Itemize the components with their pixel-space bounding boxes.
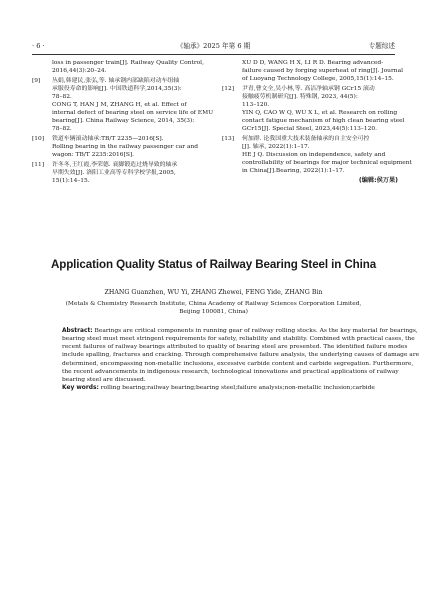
reference-item [32, 161, 205, 185]
keywords-line [62, 384, 375, 392]
reference-number: [12] [222, 85, 235, 92]
article-title: Application Quality Status of Railway Bearing Steel in China [50, 258, 377, 271]
reference-line: internal defect of bearing steel on service life of EMU [52, 110, 214, 117]
reference-line: 接触疲劳机制研究[J]. 特殊钢, 2023, 44(5): [242, 93, 358, 100]
reference-line: loss in passenger train[J]. Railway Quality Control, [52, 60, 204, 66]
reference-item [32, 135, 205, 159]
abstract-text: bearing steel must meet stringent requirements for safety, reliability and stability. Combined with practical cases, the [62, 336, 415, 343]
reference-line: HE J Q. Discussion on independence, safety and [242, 152, 386, 159]
reference-line: 78–82. [52, 126, 72, 133]
header-rule [32, 54, 395, 55]
keywords-label: Key words: [62, 385, 99, 392]
article-affiliation [0, 300, 427, 316]
reference-number: [11] [32, 161, 45, 168]
abstract-text: Bearings are critical components in running gear of railway rolling stocks. As the key material for bearings, [92, 328, 418, 334]
abstract-text: include spalling, fractures and cracking. Through comprehensive failure analysis, the underlying causes of damage are [62, 352, 420, 359]
abstract-label: Abstract: [62, 328, 93, 334]
reference-line: YIN Q, CAO W Q, WU X L, et al. Research on rolling [242, 110, 398, 117]
reference-line: 早期失效[J]. 洛阳工业高等专科学校学报,2005, [52, 170, 176, 176]
abstract-line [62, 335, 415, 343]
keywords-text: rolling bearing;railway bearing;bearing steel;failure analysis;non-metallic inclusion;carbide [98, 385, 375, 392]
reference-item [32, 59, 205, 75]
reference-line: XU D D, WANG H X, LI R D. Bearing advanced- [242, 60, 384, 66]
affiliation-line: Beijing 100081, China) [179, 309, 248, 316]
references-left-column [32, 59, 214, 187]
reference-line: failure caused by forging superheat of ring[J]. Journal [242, 68, 403, 75]
reference-line: GCr15[J]. Special Steel, 2023,44(5):113–120. [242, 126, 377, 133]
article-authors: ZHANG Guanzhen, WU Yi, ZHANG Zhewei, FENG Yide, ZHANG Bin [104, 289, 323, 296]
reference-line: wagon: TB/T 2235:2016[S]. [52, 152, 135, 159]
reference-line: contact fatigue mechanism of high clean bearing steel [242, 118, 405, 125]
reference-item [32, 77, 214, 134]
abstract-line [62, 360, 414, 368]
abstract-line [62, 351, 420, 359]
reference-line: Rolling bearing in the railway passenger car and [52, 144, 199, 151]
reference-line: 78–82. [52, 93, 72, 100]
reference-line: 何加群. 论我国重大技术装备轴承的自主安全可控 [242, 136, 370, 143]
reference-line: [J]. 轴承, 2022(1):1–17. [242, 144, 310, 151]
affiliation-line: (Metals & Chemistry Research Institute, China Academy of Railway Sciences Corporation Limited, [65, 301, 362, 307]
reference-line: controllability of bearings for major technical equipment [242, 160, 412, 167]
reference-line: 尹青,曹文全,吴小林,等. 高洁净轴承钢 GCr15 滚动 [242, 85, 375, 92]
editor-note: (编辑:侯万果) [358, 177, 398, 185]
section-name: 专题综述 [368, 42, 395, 50]
reference-line: 承服役寿命的影响[J]. 中国铁道科学,2014,35(3): [52, 85, 182, 92]
journal-issue: 《轴承》2025 年第 6 期 [176, 42, 251, 50]
reference-number: [13] [222, 136, 235, 143]
reference-line: 113–120. [242, 102, 270, 109]
reference-item [222, 85, 405, 134]
abstract-text: the recent advancements in indigenous research, technological innovations and practical applications of railway [62, 368, 399, 375]
abstract-text: recent failures of railway bearings attributed to quality of bearing steel are presented. The identified failure modes [62, 344, 408, 351]
reference-item [222, 59, 403, 83]
reference-line: 15(1):14–15. [52, 178, 90, 185]
reference-number: [10] [32, 136, 45, 143]
abstract-line [62, 376, 365, 384]
abstract-text: determined, encompassing non-metallic inclusions, excessive carbide content and carbide segregation. Furthermore, [62, 360, 414, 367]
reference-line: 许冬冬,王红霞,李荣德. 衰脚锻造过烧导致的轴承 [52, 161, 178, 168]
reference-line: of Luoyang Technology College, 2005,15(1):14–15. [242, 76, 394, 83]
reference-line: bearing[J]. China Railway Science, 2014, 35(3): [52, 118, 195, 125]
page-number: · 6 · [32, 42, 45, 50]
abstract-block [62, 327, 420, 392]
reference-line: 丛娟,韩建民,张弘,等. 轴承钢内部缺陷对动车组轴 [52, 77, 180, 84]
abstract-line [62, 368, 399, 376]
reference-number: [9] [32, 77, 41, 84]
abstract-line [62, 327, 418, 335]
abstract-line [62, 343, 408, 351]
reference-line: in China[J].Bearing, 2022(1):1–17. [242, 168, 345, 175]
reference-line: CONG T, HAN J M, ZHANG H, et al. Effect of [52, 102, 187, 109]
reference-item [222, 135, 412, 175]
abstract-text: bearing steel are discussed. [62, 376, 146, 383]
references-right-column [222, 59, 412, 186]
page-header [32, 42, 395, 54]
reference-line: 2016,44(3):20–24. [52, 68, 107, 75]
reference-line: 铁道车辆滚动轴承:TB/T 2235—2016[S]. [52, 136, 164, 143]
